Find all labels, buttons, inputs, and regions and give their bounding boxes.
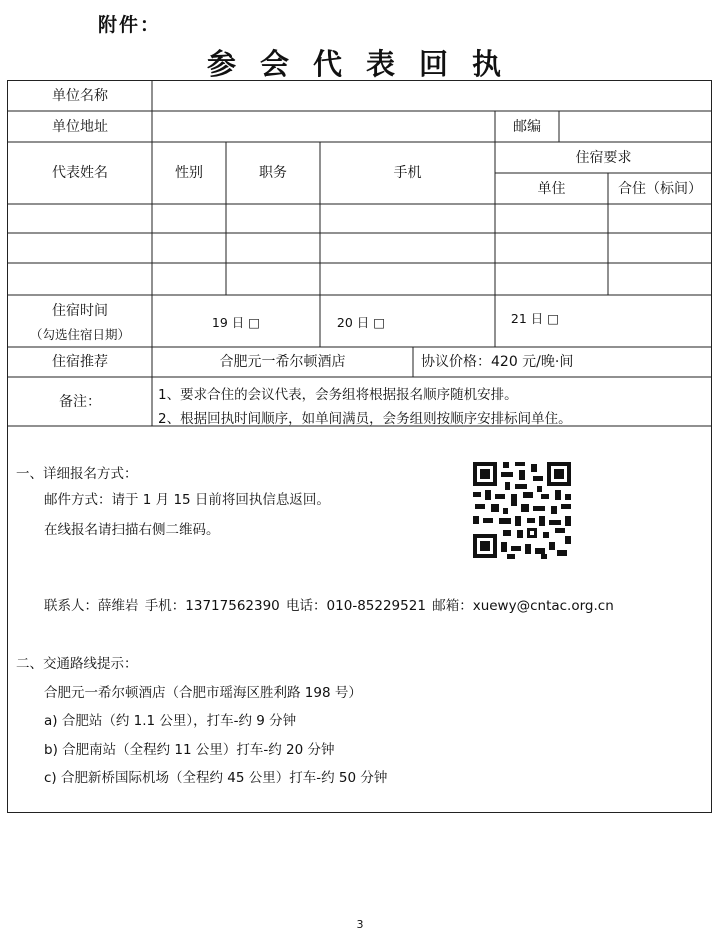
date-20-checkbox[interactable]: 20 日 □ xyxy=(336,314,386,330)
column-single: 单住 xyxy=(537,180,566,197)
online-instruction: 在线报名请扫描右侧二维码。 xyxy=(44,522,220,538)
hotel-label: 住宿推荐 xyxy=(52,354,108,370)
column-gender: 性别 xyxy=(175,165,203,181)
email-instruction: 邮件方式：请于 1 月 15 日前将回执信息返回。 xyxy=(44,492,330,508)
unit-address-label: 单位地址 xyxy=(52,118,108,135)
hotel-price: 协议价格：420 元/晚·间 xyxy=(421,354,574,370)
unit-name-label: 单位名称 xyxy=(52,87,108,104)
remark-item-2: 2、根据回执时间顺序，如单间满员，会务组则按顺序安排标间单住。 xyxy=(158,411,572,427)
route-item-a: a) 合肥站（约 1.1 公里），打车-约 9 分钟 xyxy=(44,713,297,729)
postcode-field[interactable] xyxy=(560,112,711,142)
hotel-name: 合肥元一希尔顿酒店 xyxy=(219,354,346,370)
hotel-address: 合肥元一希尔顿酒店（合肥市瑶海区胜利路 198 号） xyxy=(44,685,362,701)
remark-label: 备注： xyxy=(59,393,101,410)
postcode-label: 邮编 xyxy=(513,118,541,135)
attachment-label: 附件： xyxy=(98,14,162,36)
unit-name-field[interactable] xyxy=(153,81,711,111)
column-name: 代表姓名 xyxy=(52,165,108,181)
column-position: 职务 xyxy=(259,165,287,181)
entry-row-2[interactable] xyxy=(8,234,152,263)
entry-row-3[interactable] xyxy=(8,264,152,295)
unit-address-field[interactable] xyxy=(153,112,495,142)
qr-code-icon[interactable] xyxy=(471,460,573,560)
stay-time-label: 住宿时间 xyxy=(52,303,108,319)
route-item-c: c) 合肥新桥国际机场（全程约 45 公里）打车-约 50 分钟 xyxy=(44,770,388,786)
column-mobile: 手机 xyxy=(393,165,422,181)
route-item-b: b) 合肥南站（全程约 11 公里）打车-约 20 分钟 xyxy=(44,742,335,758)
date-21-checkbox[interactable]: 21 日 □ xyxy=(510,311,560,326)
contact-line: 联系人：薛维岩 手机：13717562390 电话：010-85229521 邮箱：xuewy@cntac.org.cn xyxy=(44,598,614,614)
column-lodging: 住宿要求 xyxy=(575,149,632,166)
stay-time-hint: （勾选住宿日期） xyxy=(29,326,130,342)
entry-row-1[interactable] xyxy=(8,205,152,233)
section2-heading: 二、交通路线提示： xyxy=(16,656,138,672)
column-shared: 合住（标间） xyxy=(618,180,702,197)
section1-heading: 一、详细报名方式： xyxy=(16,466,138,482)
date-19-checkbox[interactable]: 19 日 □ xyxy=(211,314,261,330)
remark-item-1: 1、要求合住的会议代表，会务组将根据报名顺序随机安排。 xyxy=(158,387,518,403)
page-number: 3 xyxy=(356,918,364,931)
page-title: 参会代表回执 xyxy=(206,47,525,81)
